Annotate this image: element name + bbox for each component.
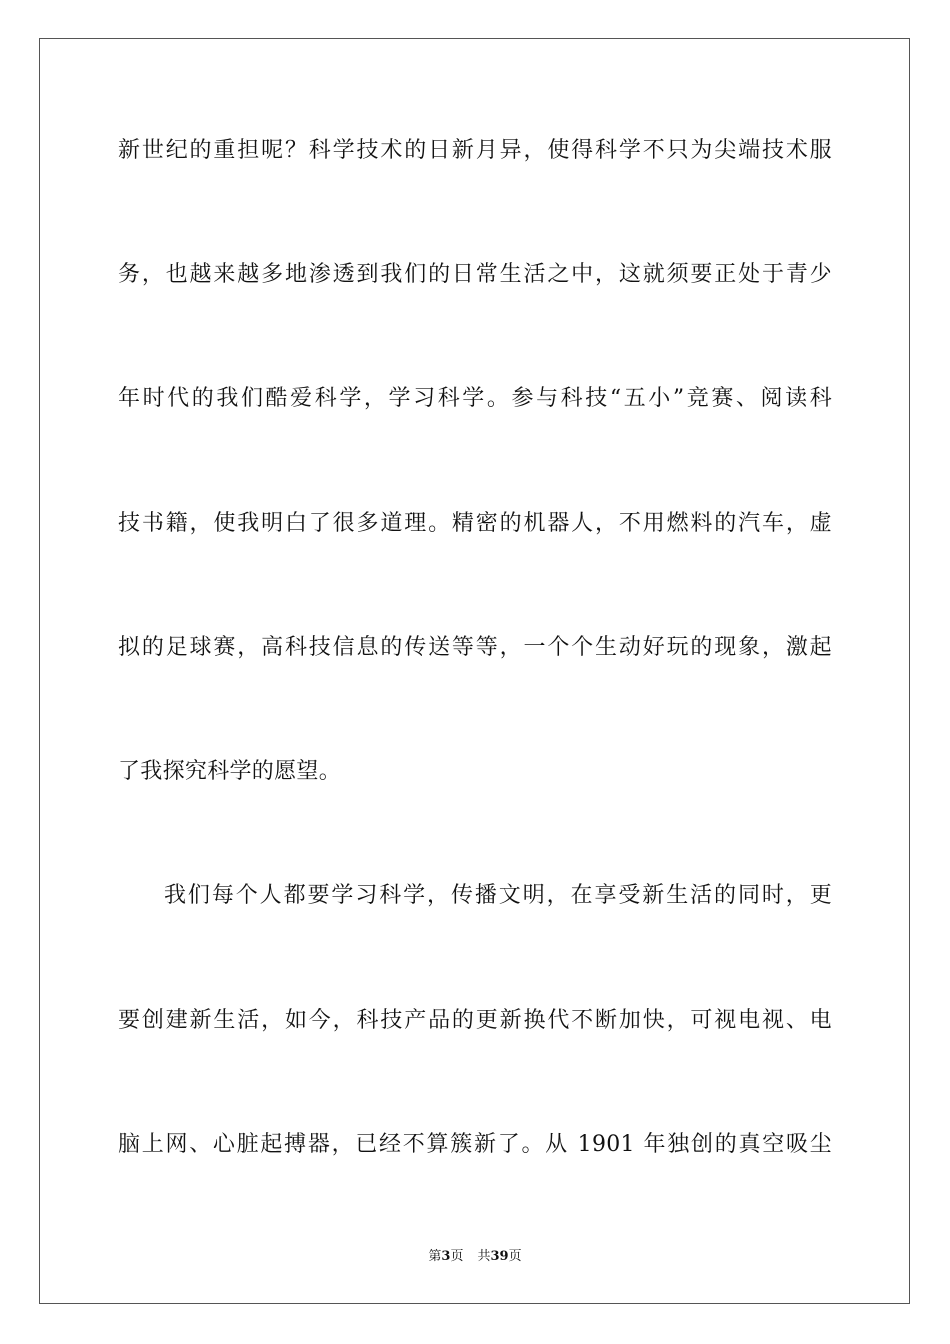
text-line-4: 技书籍，使我明白了很多道理。精密的机器人，不用燃料的汽车，虚 — [118, 511, 832, 536]
total-prefix: 共 — [477, 1249, 491, 1264]
page-number: 3 — [441, 1249, 451, 1264]
page-footer — [0, 1248, 950, 1266]
total-pages: 39 — [490, 1249, 509, 1264]
text-line-6: 了我探究科学的愿望。 — [118, 759, 342, 784]
page-border — [39, 38, 910, 1304]
text-line-3: 年时代的我们酷爱科学，学习科学。参与科技“五小”竞赛、阅读科 — [118, 386, 832, 411]
text-line-2: 务，也越来越多地渗透到我们的日常生活之中，这就须要正处于青少 — [118, 262, 832, 287]
page-prefix: 第 — [428, 1249, 442, 1264]
total-suffix: 页 — [508, 1249, 522, 1264]
text-line-1: 新世纪的重担呢？科学技术的日新月异，使得科学不只为尖端技术服 — [118, 138, 832, 163]
text-line-7: 我们每个人都要学习科学，传播文明，在享受新生活的同时，更 — [164, 883, 832, 908]
page-suffix: 页 — [450, 1249, 464, 1264]
text-line-9: 脑上网、心脏起搏器，已经不算簇新了。从 1901 年独创的真空吸尘 — [118, 1132, 832, 1157]
text-line-8: 要创建新生活，如今，科技产品的更新换代不断加快，可视电视、电 — [118, 1008, 832, 1033]
text-line-5: 拟的足球赛，高科技信息的传送等等，一个个生动好玩的现象，激起 — [118, 635, 832, 660]
